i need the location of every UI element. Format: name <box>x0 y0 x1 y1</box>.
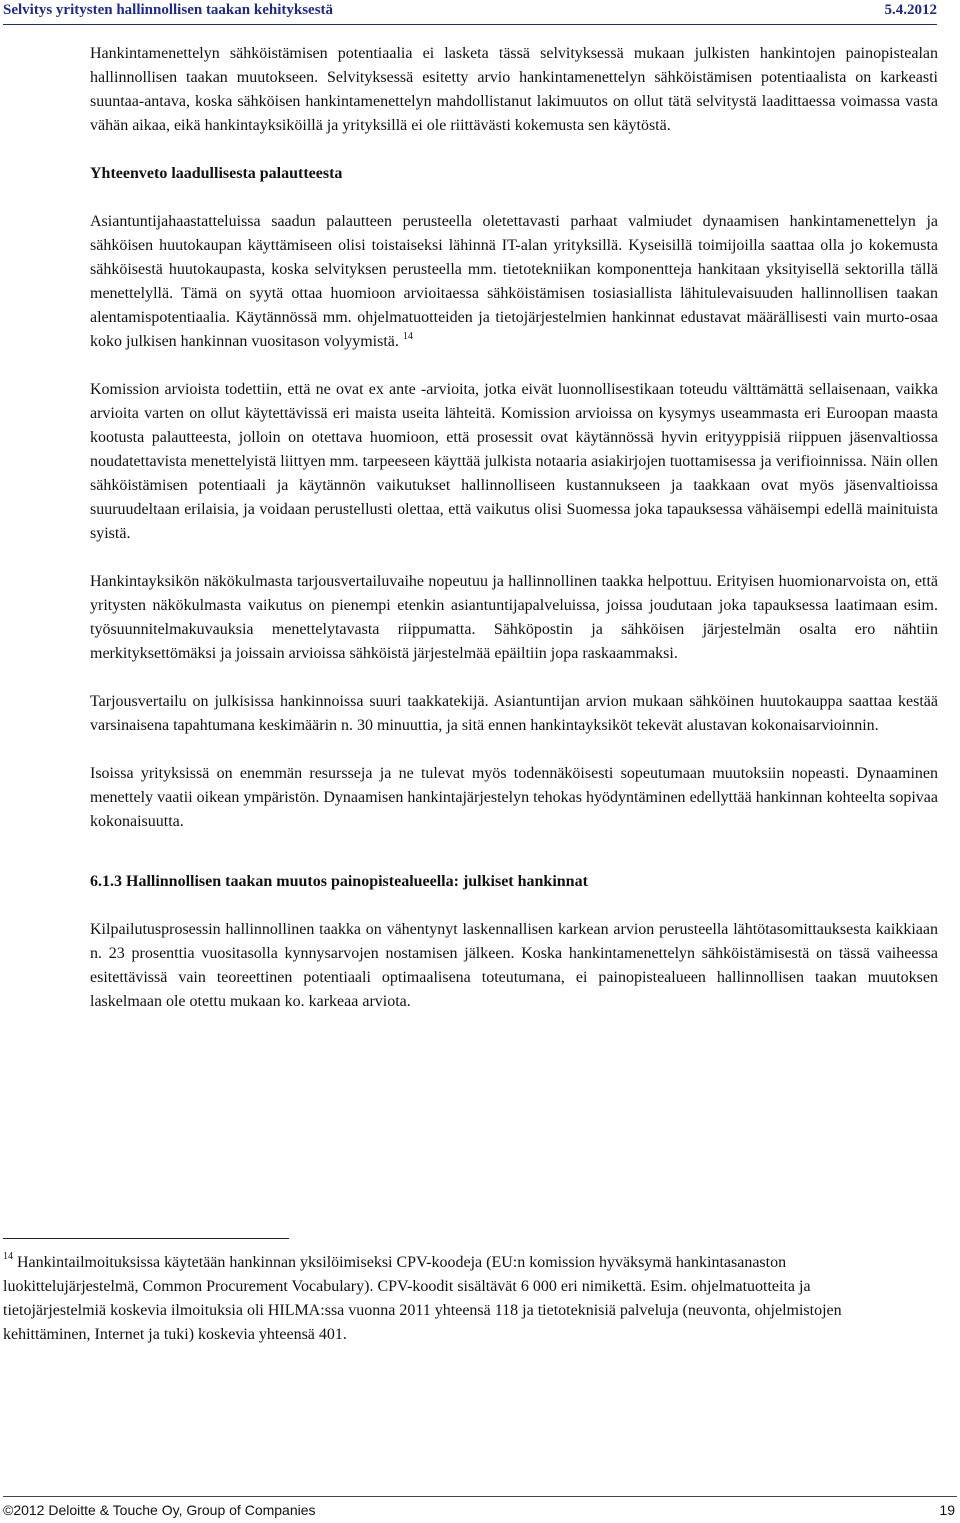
footnote-divider <box>3 1238 289 1239</box>
footnote-text: Hankintailmoituksissa käytetään hankinnan yksilöimiseksi CPV-koodeja (EU:n komission hyväksymä hankintasanaston luokittelujärjestelmä, Common Procurement Vocabulary). CPV-koodit sisältävät 6 000 eri nimikettä. Esim. ohjelmatuotteita ja tietojärjestelmiä koskevia ilmoituksia oli HILMA:ssa vuonna 2011 yhteensä 118 ja tietoteknisiä palveluja (neuvonta, ohjelmistojen kehittäminen, Internet ja tuki) koskevia yhteensä 401. <box>3 1254 842 1343</box>
paragraph-7: Kilpailutusprosessin hallinnollinen taakka on vähentynyt laskennallisen karkean arvion perusteella lähtötasomittauksesta kaikkiaan n. 23 prosenttia vuositasolla kynnysarvojen nostamisen jälkeen. Koska hankintamenettelyn sähköistämisestä on tässä vaiheessa esitettävissä vain teoreettinen potentiaali optimaalisena toteutumana, ei painopistealueen hallinnollisen taakan muutoksen laskelmaan ole otettu mukaan ko. karkeaa arviota. <box>90 921 938 1010</box>
page-header <box>0 0 960 24</box>
footer-divider <box>3 1496 957 1497</box>
paragraph-6: Isoissa yrityksissä on enemmän resursseja ja ne tulevat myös todennäköisesti sopeutumaan muutoksiin nopeasti. Dynaaminen menettely vaatii oikean ympäristön. Dynaamisen hankintajärjestelyn tehokas hyödyntäminen edellyttää hankinnan kohteelta sopivaa kokonaisuutta. <box>90 765 938 830</box>
paragraph-3: Komission arvioista todettiin, että ne ovat ex ante -arvioita, jotka eivät luonnollisestikaan toteudu välttämättä sellaisenaan, vaikka arvioita varten on ollut käytettävissä eri maista useita lähteitä. Komission arvioissa on kysymys useammasta eri Euroopan maasta kootusta palautteesta, jolloin on otettava huomioon, että prosessit ovat käytännössä hyvin erityyppisiä riippuen jäsenvaltiossa noudatettavista menettelyistä liittyen mm. tarpeeseen käyttää julkista notaaria asiakirjojen tuottamisessa ja verifioinnissa. Näin ollen sähköistämisen potentiaali ja käytännön vaikutukset hallinnolliseen kustannukseen ja taakkaan ovat myös jäsenvaltioissa suuruudeltaan erilaisia, ja voidaan perustellusti olettaa, että vaikutus olisi Suomessa joka tapauksessa vähäisempi edellä mainituista syistä. <box>90 381 938 542</box>
paragraph-2-text: Asiantuntijahaastatteluissa saadun palautteen perusteella oletettavasti parhaat valmiudet dynaamisen hankintamenettelyn ja sähköisen huutokaupan käyttämiseen olisi toistaiseksi lähinnä IT-alan yrityksillä. Kyseisillä toimijoilla saattaa olla jo kokemusta sähköisestä huutokaupasta, koska selvityksen perusteella mm. tietotekniikan komponentteja hankitaan yksityisellä sektorilla tällä menettelyllä. Tämä on syytä ottaa huomioon arvioitaessa sähköistämisen tosiasiallista lähitulevaisuuden hallinnollisen taakan alentamispotentiaalia. Käytännössä mm. ohjelmatuotteiden ja tietojärjestelmien hankinnat edustavat määrällisesti vain murto-osaa koko julkisen hankinnan vuositason volyymistä. <box>90 213 938 350</box>
paragraph-1: Hankintamenettelyn sähköistämisen potentiaalia ei lasketa tässä selvityksessä mukaan julkisten hankintojen painopistealan hallinnollisen taakan muutokseen. Selvityksessä esitetty arvio hankintamenettelyn sähköistämisen potentiaalista on karkeasti suuntaa-antava, koska sähköisen hankintamenettelyn mahdollistanut lakimuutos on ollut tätä selvitystä laadittaessa voimassa vasta vähän aikaa, eikä hankintayksiköillä ja yrityksillä ei ole riittävästi kokemusta sen käytöstä. <box>90 45 938 134</box>
paragraph-2 <box>90 210 938 354</box>
document-date: 5.4.2012 <box>884 2 937 18</box>
section-heading-summary: Yhteenveto laadullisesta palautteesta <box>90 165 343 182</box>
footnote-number: 14 <box>3 1251 13 1262</box>
header-divider <box>3 24 937 25</box>
paragraph-5: Tarjousvertailu on julkisissa hankinnoissa suuri taakkatekijä. Asiantuntijan arvion mukaan sähköinen huutokauppa saattaa kestää varsinaisena tapahtumana keskimäärin n. 30 minuuttia, ja sitä ennen hankintayksiköt tekevät alustavan kokonaisarvioinnin. <box>90 693 938 734</box>
copyright-notice: ©2012 Deloitte & Touche Oy, Group of Companies <box>3 1502 316 1518</box>
page-footer <box>0 1500 960 1523</box>
footnote <box>3 1251 903 1347</box>
section-heading-6-1-3: 6.1.3 Hallinnollisen taakan muutos painopistealueella: julkiset hankinnat <box>90 873 588 890</box>
paragraph-4: Hankintayksikön näkökulmasta tarjousvertailuvaihe nopeutuu ja hallinnollinen taakka helpottuu. Erityisen huomionarvoista on, että yritysten näkökulmasta vaikutus on pienempi etenkin asiantuntijapalveluissa, joissa joudutaan joka tapauksessa laatimaan esim. työsuunnitelmakuvauksia menettelytavasta riippumatta. Sähköpostin ja sähköisen järjestelmän osalta ero nähtiin merkityksettömäksi ja joissain arvioissa sähköistä järjestelmää epäiltiin jopa raskaammaksi. <box>90 573 938 662</box>
page-number: 19 <box>939 1502 955 1518</box>
footnote-reference[interactable]: 14 <box>402 331 413 342</box>
document-title: Selvitys yritysten hallinnollisen taakan kehityksestä <box>3 2 334 18</box>
page-body <box>90 42 938 1014</box>
